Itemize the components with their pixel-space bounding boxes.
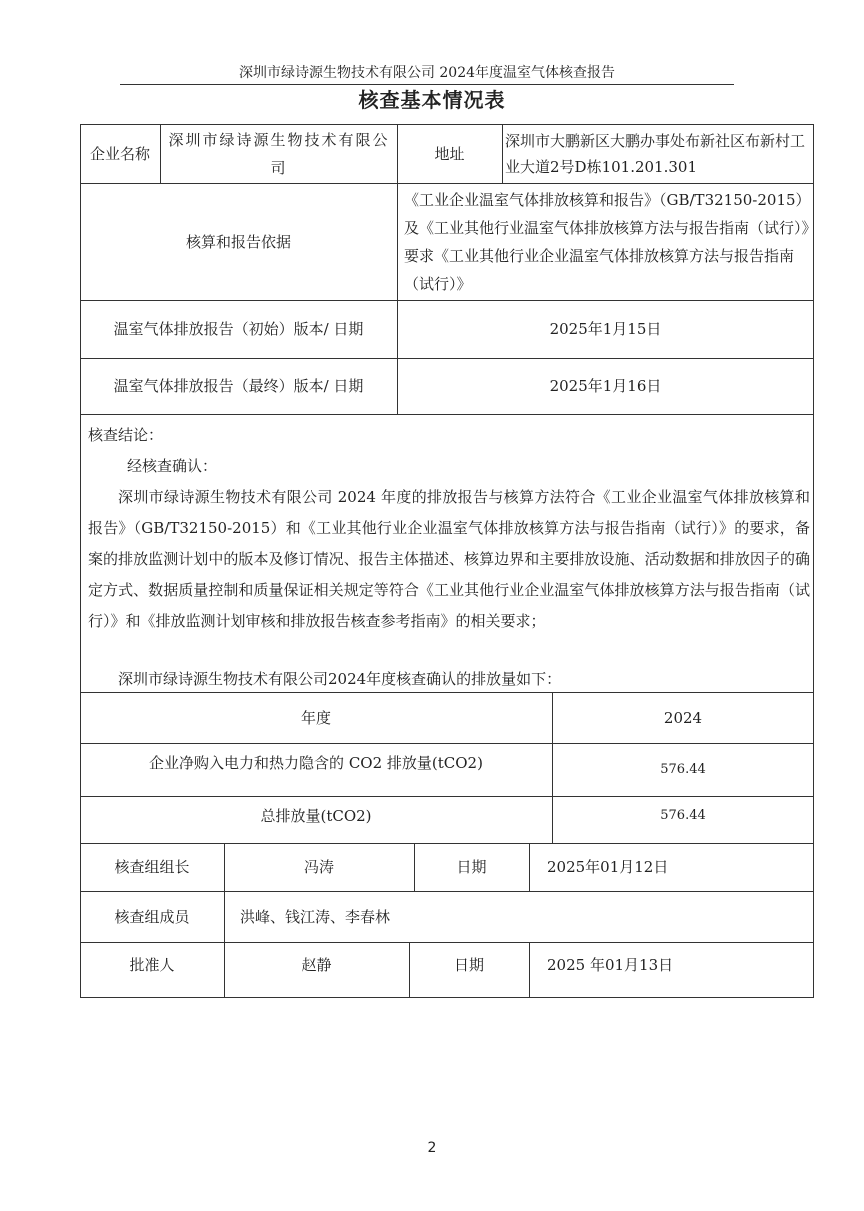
initial-report-label: 温室气体排放报告（初始）版本/ 日期 (113, 320, 364, 338)
final-report-label: 温室气体排放报告（最终）版本/ 日期 (113, 377, 364, 395)
leader-date-value: 2025年01月12日 (547, 858, 669, 876)
conclusion-heading: 核查结论： (88, 426, 164, 444)
total-emission-label: 总排放量(tCO2) (260, 807, 372, 825)
approver-value: 赵静 (301, 955, 332, 974)
members-label: 核查组成员 (114, 907, 190, 926)
conclusion-confirm: 经核查确认： (127, 457, 218, 475)
leader-date-label: 日期 (456, 858, 487, 876)
basis-value: 《工业企业温室气体排放核算和报告》（GB/T32150-2015）及《工业其他行业温室气体排放核算方法与报告指南（试行）》要求《工业其他行业企业温室气体排放核算方法与报告指南（试行）》 (404, 190, 810, 293)
year-label: 年度 (300, 708, 331, 727)
conclusion-summary: 深圳市绿诗源生物技术有限公司2024年度核查确认的排放量如下： (118, 670, 562, 688)
indirect-emission-label: 企业净购入电力和热力隐含的 CO2 排放量(tCO2) (149, 754, 483, 772)
year-value: 2024 (663, 708, 703, 727)
address-label: 地址 (434, 144, 465, 163)
address-value: 深圳市大鹏新区大鹏办事处布新社区布新村工业大道2号D栋101.201.301 (505, 131, 806, 176)
basis-label: 核算和报告依据 (185, 232, 291, 251)
leader-label: 核查组组长 (114, 858, 190, 876)
leader-value: 冯涛 (303, 858, 334, 876)
approver-date-value: 2025 年01月13日 (547, 955, 674, 974)
members-value: 洪峰、钱江涛、李春林 (240, 907, 391, 926)
page-title: 核查基本情况表 (358, 88, 506, 112)
company-name-value: 深圳市绿诗源生物技术有限公司 (168, 130, 390, 177)
conclusion-paragraph: 深圳市绿诗源生物技术有限公司 2024 年度的排放报告与核算方法符合《工业企业温室气体排放核算和报告》（GB/T32150-2015）和《工业其他行业企业温室气体排放核算方法与报告指南（试行）》的要求，备案的排放监测计划中的版本及修订情况、报告主体描述、核算边界和主要排放设施、活动数据和排放因子的确定方式、数据质量控制和质量保证相关规定等符合《工业其他行业企业温室气体排放核算方法与报告指南（试行）》和《排放监测计划审核和排放报告核查参考指南》的相关要求； (88, 488, 810, 630)
page-header: 深圳市绿诗源生物技术有限公司 2024年度温室气体核查报告 (120, 62, 734, 85)
page-number: 2 (427, 1140, 437, 1156)
total-emission-value: 576.44 (660, 808, 706, 823)
final-report-date: 2025年1月16日 (549, 377, 662, 395)
approver-date-label: 日期 (453, 955, 484, 974)
company-name-label: 企业名称 (89, 144, 150, 163)
indirect-emission-value: 576.44 (660, 761, 706, 777)
initial-report-date: 2025年1月15日 (549, 320, 662, 338)
approver-label: 批准人 (129, 955, 175, 974)
